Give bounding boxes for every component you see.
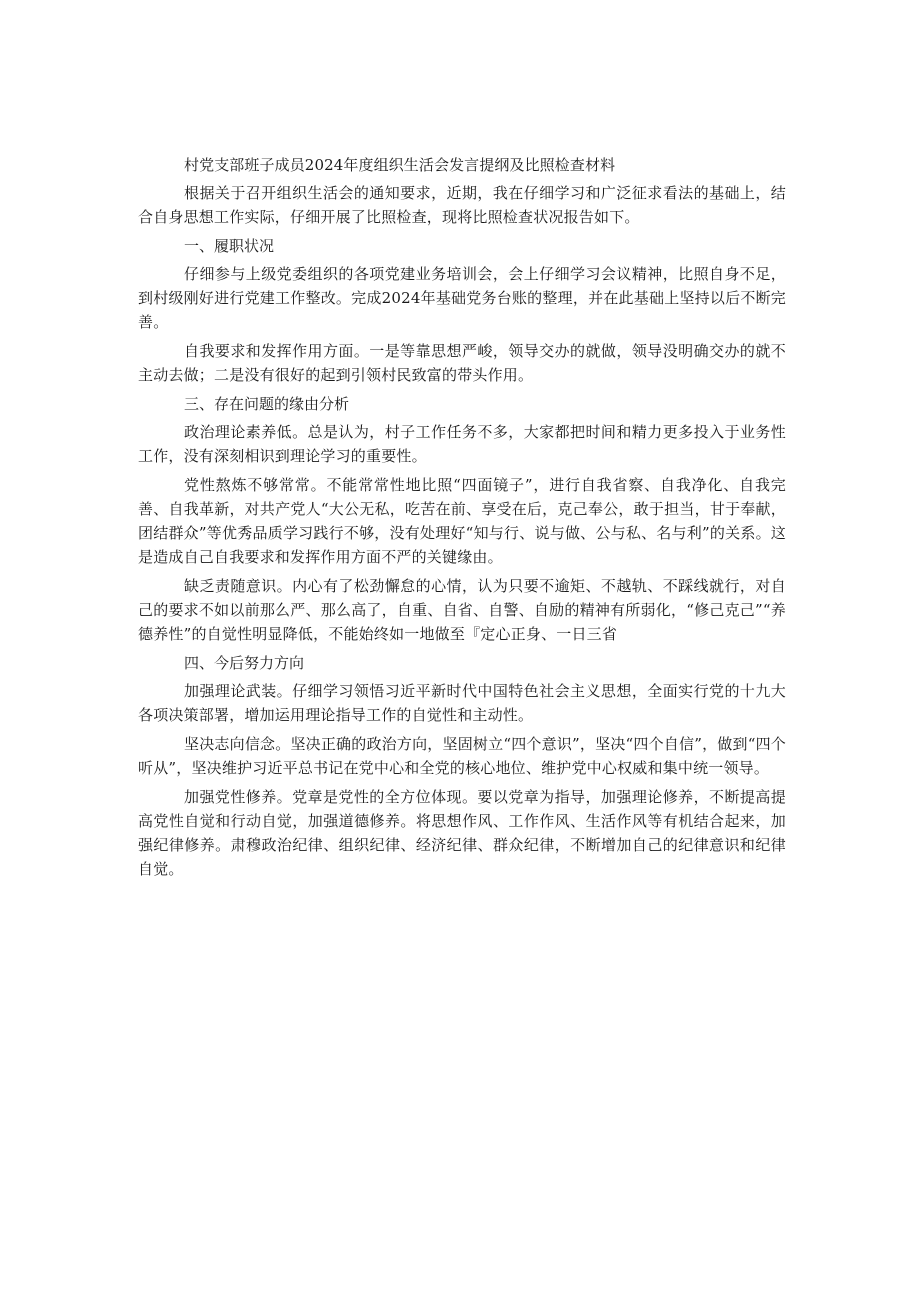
section-heading-future-direction: 四、今后努力方向 [184,654,305,672]
body-paragraph: 自我要求和发挥作用方面。一是等靠思想严峻，领导交办的就做，领导没明确交办的就不主动去做；二是没有很好的起到引领村民致富的带头作用。 [138,342,786,384]
section-heading-performance: 一、履职状况 [184,237,275,255]
body-paragraph: 仔细参与上级党委组织的各项党建业务培训会，会上仔细学习会议精神，比照自身不足，到村级刚好进行党建工作整改。完成2024年基础党务台账的整理，并在此基础上坚持以后不断完善。 [138,265,786,331]
body-paragraph: 加强理论武装。仔细学习领悟习近平新时代中国特色社会主义思想，全面实行党的十九大各项决策部署，增加运用理论指导工作的自觉性和主动性。 [138,682,786,724]
intro-paragraph: 根据关于召开组织生活会的通知要求，近期，我在仔细学习和广泛征求看法的基础上，结合自身思想工作实际，仔细开展了比照检查，现将比照检查状况报告如下。 [138,184,786,226]
body-paragraph: 加强党性修养。党章是党性的全方位体现。要以党章为指导，加强理论修养，不断提高提高党性自觉和行动自觉，加强道德修养。将思想作风、工作作风、生活作风等有机结合起来，加强纪律修养。肃穆政治纪律、组织纪律、经济纪律、群众纪律，不断增加自己的纪律意识和纪律自觉。 [138,788,786,878]
document-title: 村党支部班子成员2024年度组织生活会发言提纲及比照检查材料 [184,156,616,174]
document-page [138,153,786,886]
body-paragraph: 政治理论素养低。总是认为，村子工作任务不多，大家都把时间和精力更多投入于业务性工作，没有深刻相识到理论学习的重要性。 [138,423,786,465]
body-paragraph: 坚决志向信念。坚决正确的政治方向，坚固树立“四个意识”，坚决“四个自信”，做到“四个听从”，坚决维护习近平总书记在党中心和全党的核心地位、维护党中心权威和集中统一领导。 [138,735,786,777]
body-paragraph: 缺乏责随意识。内心有了松劲懈怠的心情，认为只要不逾矩、不越轨、不踩线就行，对自己的要求不如以前那么严、那么高了，自重、自省、自警、自励的精神有所弱化，“修己克己”“养德养性”的自觉性明显降低，不能始终如一地做至『定心正身、一日三省 [138,577,786,643]
section-heading-cause-analysis: 三、存在问题的缘由分析 [184,395,350,413]
body-paragraph: 党性熬炼不够常常。不能常常性地比照“四面镜子”，进行自我省察、自我净化、自我完善、自我革新，对共产党人“大公无私，吃苦在前、享受在后，克己奉公，敢于担当，甘于奉献，团结群众”等优秀品质学习践行不够，没有处理好“知与行、说与做、公与私、名与利”的关系。这是造成自己自我要求和发挥作用方面不严的关键缘由。 [138,476,786,566]
